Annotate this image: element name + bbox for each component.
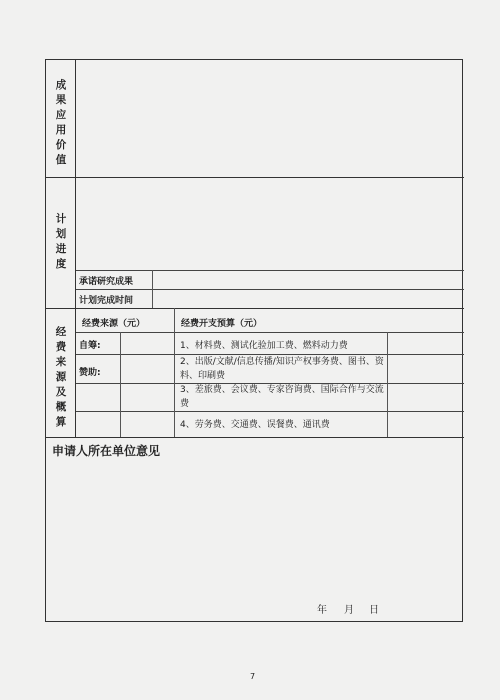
date-year-label: 年	[317, 605, 327, 616]
unit-opinion-title: 申请人所在单位意见	[52, 444, 161, 458]
divider	[120, 332, 121, 437]
divider	[174, 308, 175, 437]
divider	[46, 177, 464, 178]
divider	[75, 332, 464, 333]
budget-item-1: 1、材料费、测试化验加工费、燃料动力费	[180, 341, 348, 351]
date-day-label: 日	[369, 605, 379, 616]
divider	[46, 308, 464, 309]
section-label-funding: 经费来源及概算	[55, 326, 67, 428]
budget-item-3: 3、差旅费、会议费、专家咨询费、国际合作与交流费	[180, 385, 384, 409]
divider	[75, 411, 464, 412]
form-table	[45, 59, 463, 622]
self-raised-label: 自筹:	[79, 341, 101, 351]
sponsored-label: 赞助:	[79, 368, 101, 378]
divider	[75, 289, 464, 290]
page-number: 7	[250, 672, 256, 681]
divider	[75, 270, 464, 271]
completion-time-label: 计划完成时间	[79, 296, 134, 306]
budget-header: 经费开支预算（元）	[181, 319, 263, 329]
budget-item-2: 2、出版/文献/信息传播/知识产权事务费、图书、资料、印刷费	[180, 357, 384, 381]
date-month-label: 月	[344, 605, 354, 616]
divider	[46, 437, 464, 438]
budget-item-4: 4、劳务费、交通费、误餐费、通讯费	[180, 420, 330, 430]
divider	[387, 332, 388, 437]
divider	[75, 60, 76, 437]
divider	[152, 270, 153, 308]
section-label-value: 成果应用价值	[55, 79, 67, 166]
section-label-schedule: 计划进度	[55, 213, 67, 270]
funding-source-header: 经费来源（元）	[82, 319, 146, 329]
promised-results-label: 承诺研究成果	[79, 277, 134, 287]
